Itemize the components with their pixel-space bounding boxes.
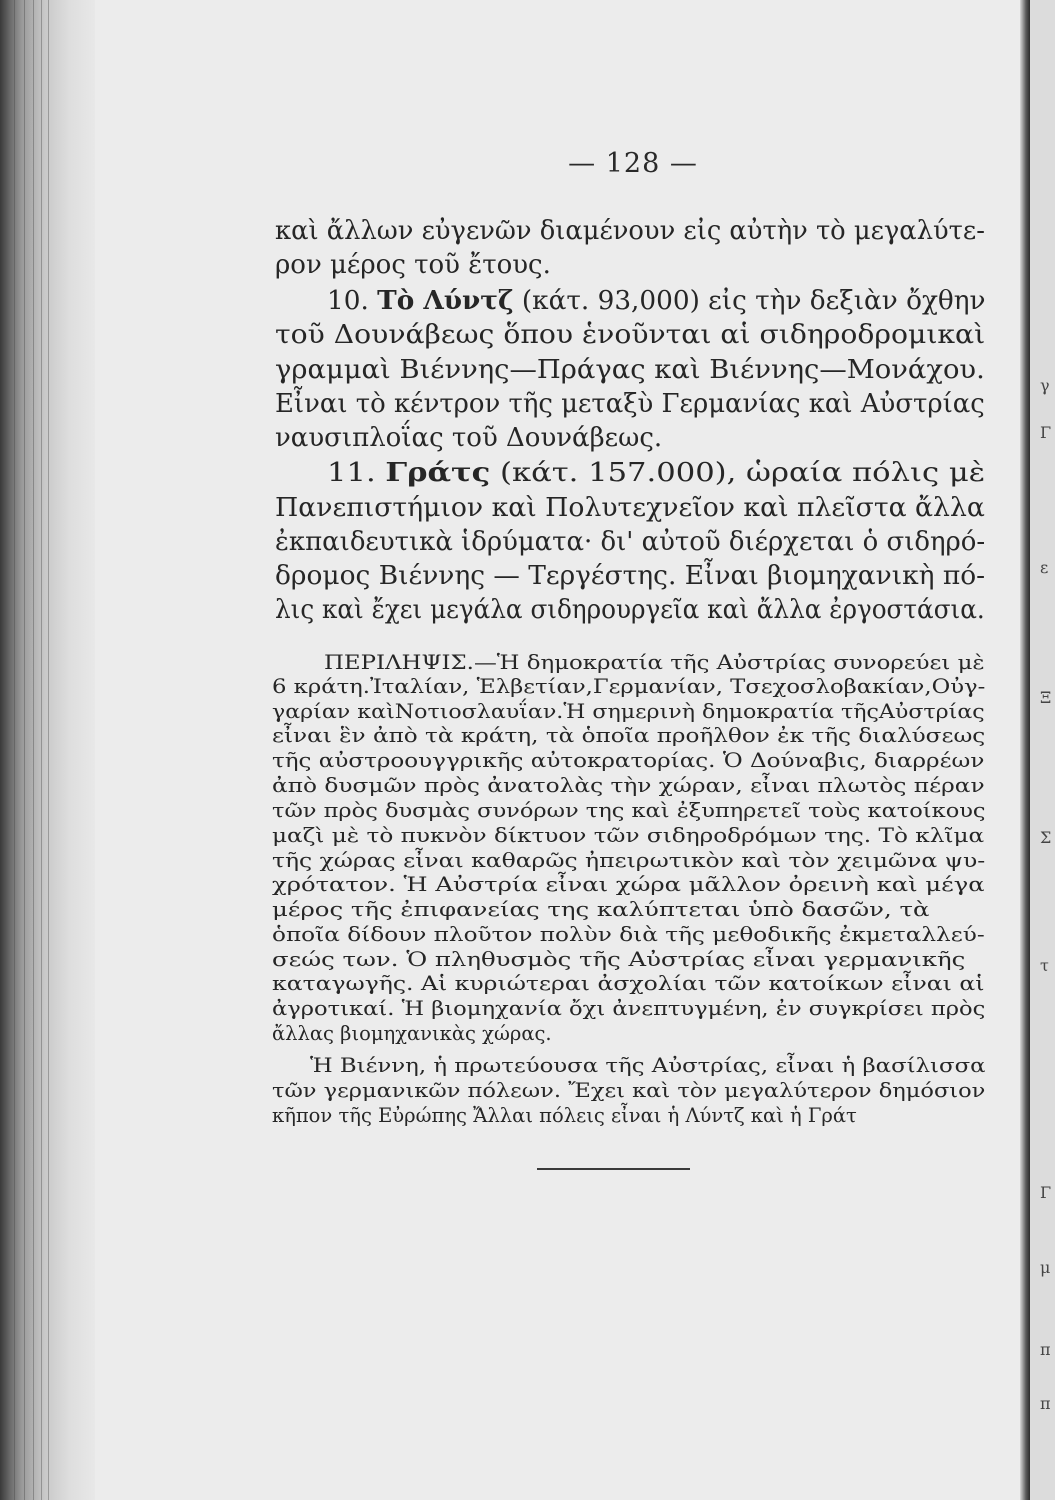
next-page-fragment: Γ: [1040, 1183, 1052, 1202]
summary-line: μαζὶ μὲ τὸ πυκνὸν δίκτυον τῶν σιδηροδρόμων της. Τὸ κλῖμα: [272, 824, 985, 847]
summary-line: 6 κράτη.Ἰταλίαν, Ἑλβετίαν,Γερμανίαν, Τσεχοσλοβακίαν,Οὐγ-: [272, 675, 986, 698]
page-stack-edge: [0, 0, 95, 1500]
summary-line: ἀπὸ δυσμῶν πρὸς ἀνατολὰς τὴν χώραν, εἶναι πλωτὸς πέραν: [272, 774, 985, 797]
next-page-fragment: Γ: [1040, 423, 1052, 442]
next-page-fragment: τ: [1040, 956, 1049, 975]
summary-line: σεώς των. Ὁ πληθυσμὸς τῆς Αὐστρίας εἶναι γερμανικῆς: [272, 948, 966, 971]
text-line: λις καὶ ἔχει μεγάλα σιδηρουργεῖα καὶ ἄλλα ἐργοστάσια.: [275, 595, 985, 625]
summary-line: ἄλλας βιομηχανικὰς χώρας.: [272, 1022, 552, 1045]
section-11-line: [327, 458, 985, 488]
next-page-fragment: γ: [1040, 376, 1050, 395]
item-10-title: Τὸ Λύντζ: [377, 286, 514, 316]
section-10-line: [327, 286, 985, 316]
text-line: Πανεπιστήμιον καὶ Πολυτεχνεῖον καὶ πλεῖστα ἄλλα: [275, 493, 985, 523]
summary-line: τῆς αὐστροουγγρικῆς αὐτοκρατορίας. Ὁ Δούναβις, διαρρέων: [272, 749, 985, 772]
next-page-fragment: μ: [1040, 1258, 1051, 1277]
summary-line: τῶν πρὸς δυσμὰς συνόρων της καὶ ἐξυπηρετεῖ τοὺς κατοίκους: [272, 799, 986, 822]
next-page-fragment: Ξ: [1040, 688, 1052, 707]
next-page-fragment: π: [1040, 1394, 1051, 1413]
text-line: τοῦ Δουνάβεως ὅπου ἑνοῦνται αἱ σιδηροδρομικαὶ: [275, 320, 986, 350]
text-line: (κάτ. 93,000) εἰς τὴν δεξιὰν ὄχθην: [521, 286, 986, 316]
item-11-number: 11.: [327, 458, 376, 488]
next-page-fragment: ε: [1040, 558, 1049, 577]
summary-line: κῆπον τῆς Εὐρώπης Ἄλλαι πόλεις εἶναι ἡ Λύντζ καὶ ἡ Γράτ: [272, 1104, 857, 1127]
page-number: — 128 —: [568, 148, 698, 179]
text-line: Εἶναι τὸ κέντρον τῆς μεταξὺ Γερμανίας καὶ Αὐστρίας: [275, 389, 985, 419]
closing-rule: [537, 1168, 690, 1170]
summary-line: ἀγροτικαί. Ἡ βιομηχανία ὄχι ἀνεπτυγμένη, ἐν συγκρίσει πρὸς: [272, 997, 986, 1020]
text-line: δρομος Βιέννης — Τεργέστης. Εἶναι βιομηχανικὴ πό-: [275, 561, 986, 591]
next-page-fragment: Σ: [1040, 828, 1052, 847]
text-line: γραμμαὶ Βιέννης—Πράγας καὶ Βιέννης—Μονάχου.: [275, 355, 985, 385]
text-line: ρον μέρος τοῦ ἔτους.: [275, 250, 551, 280]
summary-line: μέρος τῆς ἐπιφανείας της καλύπτεται ὑπὸ δασῶν, τὰ: [272, 898, 930, 921]
next-page-fragment: π: [1040, 1340, 1051, 1359]
text-line: ναυσιπλοΐας τοῦ Δουνάβεως.: [275, 423, 663, 453]
item-11-title: Γράτς: [385, 458, 491, 488]
text-line: (κάτ. 157.000), ὡραία πόλις μὲ: [500, 458, 986, 488]
text-line: καὶ ἄλλων εὐγενῶν διαμένουν εἰς αὐτὴν τὸ μεγαλύτε-: [275, 216, 985, 246]
text-line: ἐκπαιδευτικὰ ἱδρύματα· δι' αὐτοῦ διέρχεται ὁ σιδηρό-: [275, 527, 986, 557]
summary-line: χρότατον. Ἡ Αὐστρία εἶναι χώρα μᾶλλον ὀρεινὴ καὶ μέγα: [272, 873, 985, 896]
summary-line: τῆς χώρας εἶναι καθαρῶς ἠπειρωτικὸν καὶ τὸν χειμῶνα ψυ-: [272, 849, 986, 872]
summary-line: Ἡ Βιέννη, ἡ πρωτεύουσα τῆς Αὐστρίας, εἶναι ἡ βασίλισσα: [310, 1054, 986, 1077]
book-gutter: [1020, 0, 1030, 1500]
summary-line: ὁποῖα δίδουν πλοῦτον πολὺν διὰ τῆς μεθοδικῆς ἐκμεταλλεύ-: [272, 923, 985, 946]
summary-line: εἶναι ἓν ἀπὸ τὰ κράτη, τὰ ὁποῖα προῆλθον ἐκ τῆς διαλύσεως: [272, 724, 986, 747]
summary-line: τῶν γερμανικῶν πόλεων. Ἔχει καὶ τὸν μεγαλύτερον δημόσιον: [272, 1079, 986, 1102]
summary-line: ΠΕΡΙΛΗΨΙΣ.—Ἡ δημοκρατία τῆς Αὐστρίας συνορεύει μὲ: [324, 651, 985, 674]
summary-line: γαρίαν καὶΝοτιοσλαυΐαν.Ἡ σημερινὴ δημοκρατία τῆςΑὐστρίας: [272, 700, 985, 723]
item-10-number: 10.: [327, 286, 369, 316]
summary-line: καταγωγῆς. Αἱ κυριώτεραι ἀσχολίαι τῶν κατοίκων εἶναι αἱ: [272, 972, 985, 995]
